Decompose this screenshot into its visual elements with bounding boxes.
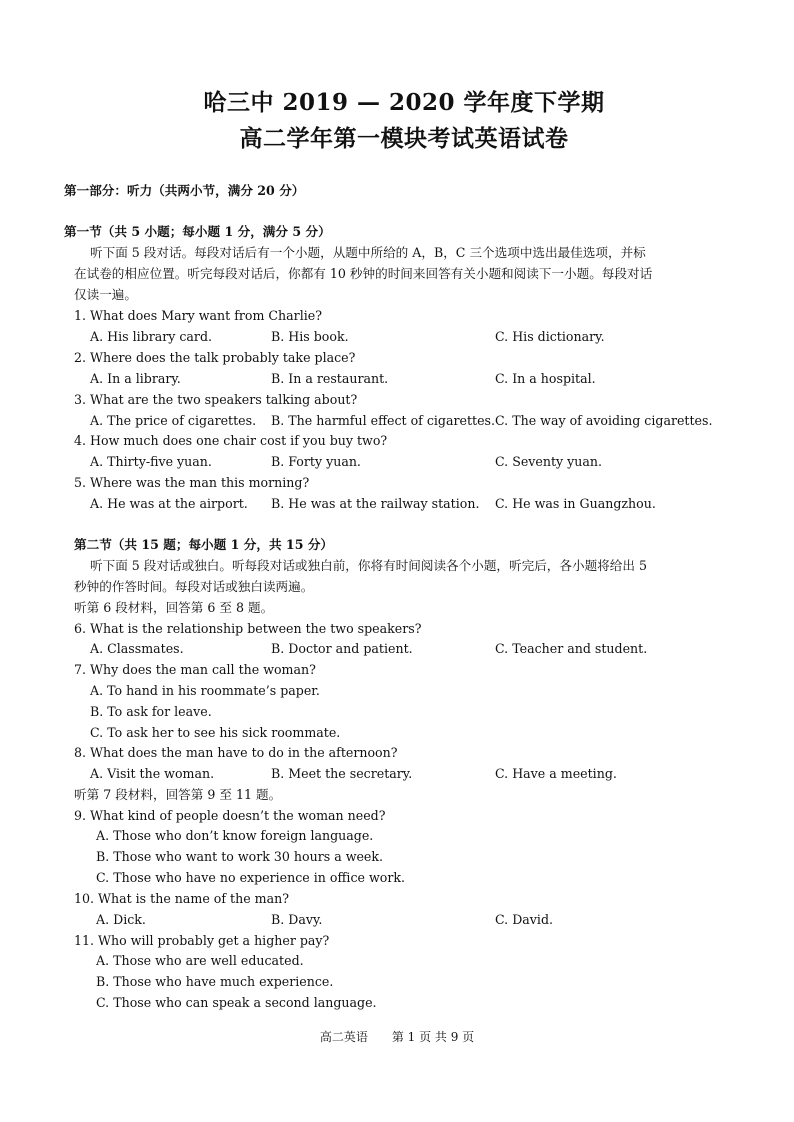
question-5: 5. Where was the man this morning? bbox=[74, 475, 310, 490]
question-7: 7. Why does the man call the woman? bbox=[74, 662, 316, 677]
q4-option-a: A. Thirty-five yuan. bbox=[90, 454, 212, 469]
q7-option-c: C. To ask her to see his sick roommate. bbox=[90, 725, 341, 740]
q1-option-a: A. His library card. bbox=[90, 329, 213, 344]
q9-option-a: A. Those who don’t know foreign language. bbox=[96, 828, 374, 843]
question-1: 1. What does Mary want from Charlie? bbox=[74, 308, 322, 323]
section2-heading: 第二节（共 15 题；每小题 1 分，共 15 分） bbox=[74, 537, 334, 552]
section2-instruction-line2: 秒钟的作答时间。每段对话或独白读两遍。 bbox=[74, 579, 314, 594]
section2-instruction-line1: 听下面 5 段对话或独白。听每段对话或独白前，你将有时间阅读各个小题，听完后，各小题将给出 5 bbox=[90, 558, 647, 573]
q7-option-b: B. To ask for leave. bbox=[90, 704, 212, 719]
page-footer: 高二英语 第 1 页 共 9 页 bbox=[319, 1030, 475, 1044]
q9-option-c: C. Those who have no experience in office work. bbox=[96, 870, 405, 885]
q11-option-c: C. Those who can speak a second language. bbox=[96, 995, 377, 1010]
question-9: 9. What kind of people doesn’t the woman need? bbox=[74, 808, 386, 823]
q9-option-b: B. Those who want to work 30 hours a week. bbox=[96, 849, 384, 864]
q10-option-a: A. Dick. bbox=[96, 912, 146, 927]
q3-option-a: A. The price of cigarettes. bbox=[90, 413, 257, 428]
q5-option-c: C. He was in Guangzhou. bbox=[495, 496, 656, 511]
q3-option-c: C. The way of avoiding cigarettes. bbox=[495, 413, 713, 428]
exam-title-line2: 高二学年第一模块考试英语试卷 bbox=[239, 125, 569, 152]
question-10: 10. What is the name of the man? bbox=[74, 891, 289, 906]
q10-option-b: B. Davy. bbox=[271, 912, 323, 927]
q2-option-c: C. In a hospital. bbox=[495, 371, 596, 386]
q6-option-a: A. Classmates. bbox=[90, 641, 184, 656]
q1-option-b: B. His book. bbox=[271, 329, 349, 344]
q5-option-b: B. He was at the railway station. bbox=[271, 496, 480, 511]
exam-title-line1: 哈三中 2019 — 2020 学年度下学期 bbox=[203, 89, 605, 116]
q2-option-b: B. In a restaurant. bbox=[271, 371, 389, 386]
q8-option-a: A. Visit the woman. bbox=[90, 766, 215, 781]
question-11: 11. Who will probably get a higher pay? bbox=[74, 933, 330, 948]
question-4: 4. How much does one chair cost if you buy two? bbox=[74, 433, 388, 448]
q7-option-a: A. To hand in his roommate’s paper. bbox=[90, 683, 320, 698]
section1-heading: 第一节（共 5 小题；每小题 1 分，满分 5 分） bbox=[64, 224, 331, 239]
question-2: 2. Where does the talk probably take place? bbox=[74, 350, 356, 365]
q10-option-c: C. David. bbox=[495, 912, 554, 927]
q4-option-b: B. Forty yuan. bbox=[271, 454, 361, 469]
question-3: 3. What are the two speakers talking about? bbox=[74, 392, 358, 407]
q5-option-a: A. He was at the airport. bbox=[90, 496, 248, 511]
section1-instruction-line1: 听下面 5 段对话。每段对话后有一个小题，从题中所给的 A，B，C 三个选项中选出最佳选项，并标 bbox=[90, 245, 646, 260]
q6-option-c: C. Teacher and student. bbox=[495, 641, 648, 656]
section1-instruction-line2: 在试卷的相应位置。听完每段对话后，你都有 10 秒钟的时间来回答有关小题和阅读下一小题。每段对话 bbox=[74, 266, 653, 281]
question-6: 6. What is the relationship between the two speakers? bbox=[74, 621, 422, 636]
q1-option-c: C. His dictionary. bbox=[495, 329, 605, 344]
section1-instruction-line3: 仅读一遍。 bbox=[74, 287, 137, 302]
q11-option-b: B. Those who have much experience. bbox=[96, 974, 334, 989]
q2-option-a: A. In a library. bbox=[90, 371, 181, 386]
q11-option-a: A. Those who are well educated. bbox=[96, 953, 304, 968]
q6-option-b: B. Doctor and patient. bbox=[271, 641, 413, 656]
material-7-note: 听第 7 段材料，回答第 9 至 11 题。 bbox=[74, 787, 282, 802]
q4-option-c: C. Seventy yuan. bbox=[495, 454, 602, 469]
q8-option-c: C. Have a meeting. bbox=[495, 766, 617, 781]
part1-heading: 第一部分：听力（共两小节，满分 20 分） bbox=[64, 183, 305, 198]
material-6-note: 听第 6 段材料，回答第 6 至 8 题。 bbox=[74, 600, 274, 615]
q3-option-b: B. The harmful effect of cigarettes. bbox=[271, 413, 495, 428]
q8-option-b: B. Meet the secretary. bbox=[271, 766, 413, 781]
question-8: 8. What does the man have to do in the afternoon? bbox=[74, 745, 398, 760]
